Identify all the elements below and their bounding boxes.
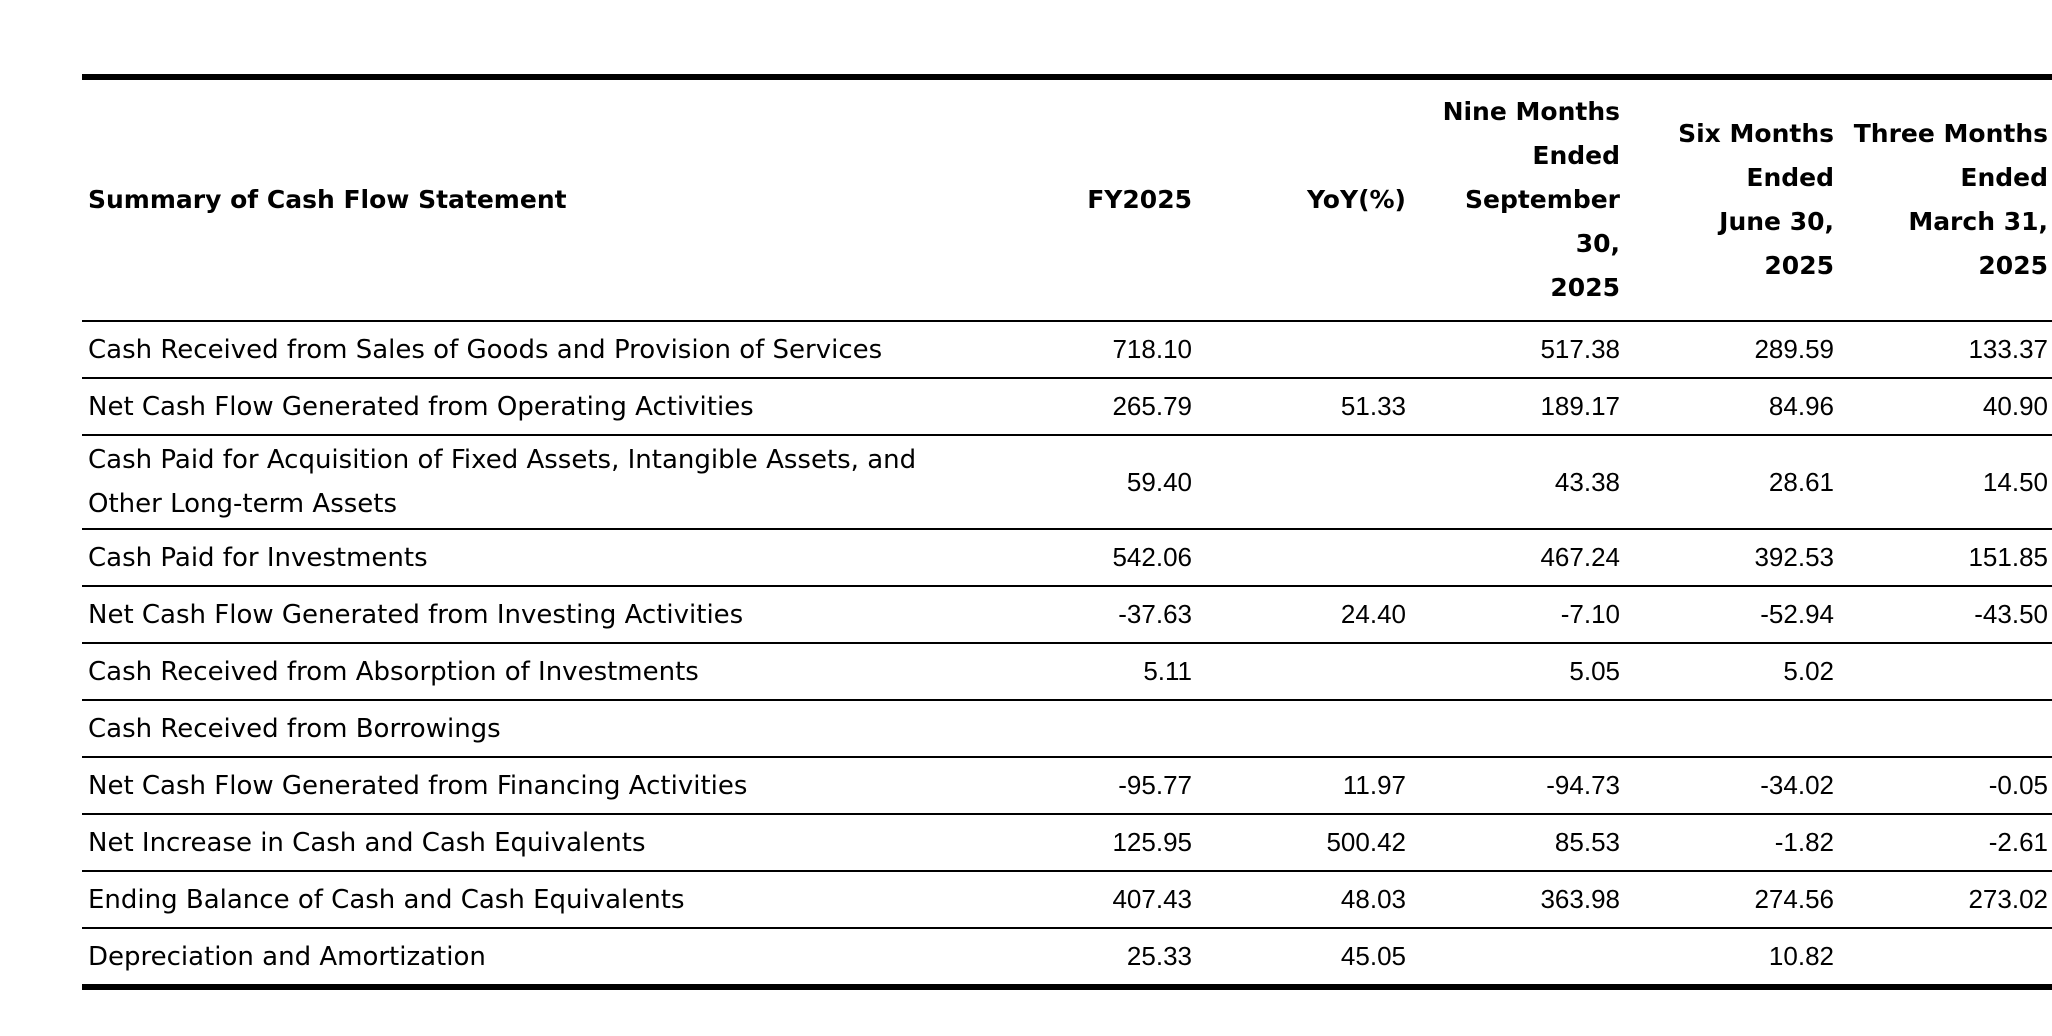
- header-three-months-line: Three Months: [1853, 119, 2048, 148]
- row-label: Net Cash Flow Generated from Investing Activities: [88, 599, 744, 630]
- header-three-months-line: March 31,: [1908, 207, 2048, 236]
- row-label: Net Increase in Cash and Cash Equivalents: [88, 827, 646, 858]
- cell-nine-months: 43.38: [1554, 466, 1620, 497]
- header-three-months: [1838, 77, 2052, 321]
- cell-nine-months: 517.38: [1540, 334, 1620, 364]
- cell-fy2025: 265.79: [1112, 391, 1192, 421]
- cell-fy2025: -95.77: [1118, 770, 1192, 800]
- header-nine-months-line: 2025: [1550, 273, 1620, 302]
- table-row: [82, 586, 2052, 643]
- header-three-months-line: Ended: [1960, 163, 2048, 192]
- cell-fy2025: 407.43: [1112, 884, 1192, 914]
- cell-six-months: 28.61: [1768, 466, 1834, 497]
- cell-three-months: -0.05: [1988, 770, 2048, 800]
- cell-nine-months: [1410, 928, 1624, 987]
- cell-yoy: 48.03: [1340, 884, 1406, 914]
- row-label: Cash Paid for Investments: [88, 542, 428, 573]
- header-row: [82, 77, 2052, 321]
- cell-three-months: 40.90: [1982, 391, 2048, 421]
- table-row: [82, 321, 2052, 378]
- row-label: Cash Paid for Acquisition of Fixed Assets, Intangible Assets, and Other Long-term Assets: [88, 445, 917, 519]
- cell-yoy: 500.42: [1326, 827, 1406, 857]
- cell-six-months: -1.82: [1774, 827, 1834, 857]
- cell-yoy: [1196, 700, 1410, 757]
- cell-six-months: 289.59: [1754, 334, 1834, 364]
- table-header: [82, 77, 2052, 321]
- header-nine-months-line: Nine Months: [1442, 97, 1620, 126]
- row-label: Cash Received from Borrowings: [88, 713, 501, 744]
- row-label: Net Cash Flow Generated from Operating Activities: [88, 391, 754, 422]
- cell-yoy: [1196, 321, 1410, 378]
- cell-three-months: 133.37: [1968, 334, 2048, 364]
- cell-nine-months: 85.53: [1554, 827, 1620, 857]
- cell-six-months: -34.02: [1760, 770, 1834, 800]
- header-six-months-line: 2025: [1764, 251, 1834, 280]
- cell-yoy: 24.40: [1340, 599, 1406, 629]
- cell-yoy: [1196, 643, 1410, 700]
- cell-nine-months: 363.98: [1540, 884, 1620, 914]
- header-six-months-line: June 30,: [1719, 207, 1834, 236]
- cell-fy2025: 542.06: [1112, 542, 1192, 572]
- cell-three-months: -43.50: [1974, 599, 2048, 629]
- cell-yoy: [1196, 435, 1410, 529]
- cell-fy2025: 718.10: [1112, 334, 1192, 364]
- header-three-months-line: 2025: [1978, 251, 2048, 280]
- cell-six-months: 5.02: [1783, 656, 1834, 686]
- cell-six-months: 274.56: [1754, 884, 1834, 914]
- cell-fy2025: 59.40: [1126, 466, 1192, 497]
- cell-nine-months: 5.05: [1569, 656, 1620, 686]
- cell-six-months: [1624, 700, 1838, 757]
- header-nine-months-line: Ended: [1532, 141, 1620, 170]
- row-label: Cash Received from Sales of Goods and Provision of Services: [88, 334, 883, 365]
- cell-yoy: 51.33: [1340, 391, 1406, 421]
- cell-six-months: 392.53: [1754, 542, 1834, 572]
- header-label: Summary of Cash Flow Statement: [88, 185, 567, 214]
- cell-three-months: 273.02: [1968, 884, 2048, 914]
- row-label: Net Cash Flow Generated from Financing Activities: [88, 770, 748, 801]
- row-label: Ending Balance of Cash and Cash Equivalents: [88, 884, 685, 915]
- table-row: [82, 871, 2052, 928]
- table-row: [82, 643, 2052, 700]
- cell-three-months: 14.50: [1982, 466, 2048, 497]
- cell-three-months: [1838, 643, 2052, 700]
- header-six-months-line: Ended: [1746, 163, 1834, 192]
- cell-yoy: 11.97: [1342, 770, 1406, 800]
- cell-fy2025: 125.95: [1112, 827, 1192, 857]
- cash-flow-summary-table: [82, 74, 2052, 990]
- cell-three-months: [1838, 928, 2052, 987]
- header-nine-months: [1410, 77, 1624, 321]
- header-fy2025: FY2025: [1087, 185, 1192, 214]
- table-row: [82, 378, 2052, 435]
- cell-yoy: 45.05: [1340, 941, 1406, 971]
- row-label: Cash Received from Absorption of Investments: [88, 656, 699, 687]
- header-six-months: [1624, 77, 1838, 321]
- header-six-months-line: Six Months: [1678, 119, 1834, 148]
- cell-three-months: -2.61: [1988, 827, 2048, 857]
- table-row: [82, 928, 2052, 987]
- cell-nine-months: [1410, 700, 1624, 757]
- cell-three-months: 151.85: [1968, 542, 2048, 572]
- cell-yoy: [1196, 529, 1410, 586]
- cash-flow-table-container: [82, 74, 2048, 990]
- cell-six-months: 84.96: [1768, 391, 1834, 421]
- row-label: Depreciation and Amortization: [88, 941, 486, 972]
- cell-nine-months: -94.73: [1546, 770, 1620, 800]
- table-body: [82, 321, 2052, 987]
- header-yoy: YoY(%): [1307, 185, 1406, 214]
- header-nine-months-line: September 30,: [1465, 185, 1620, 258]
- table-row: [82, 757, 2052, 814]
- table-row: [82, 529, 2052, 586]
- cell-nine-months: -7.10: [1560, 599, 1620, 629]
- cell-three-months: [1838, 700, 2052, 757]
- table-row: [82, 814, 2052, 871]
- cell-fy2025: [1002, 700, 1196, 757]
- cell-fy2025: -37.63: [1118, 599, 1192, 629]
- cell-nine-months: 467.24: [1540, 542, 1620, 572]
- cell-fy2025: 25.33: [1126, 941, 1192, 971]
- table-row: [82, 435, 2052, 529]
- cell-fy2025: 5.11: [1143, 656, 1192, 686]
- cell-six-months: 10.82: [1768, 941, 1834, 971]
- cell-nine-months: 189.17: [1540, 391, 1620, 421]
- table-row: [82, 700, 2052, 757]
- cell-six-months: -52.94: [1760, 599, 1834, 629]
